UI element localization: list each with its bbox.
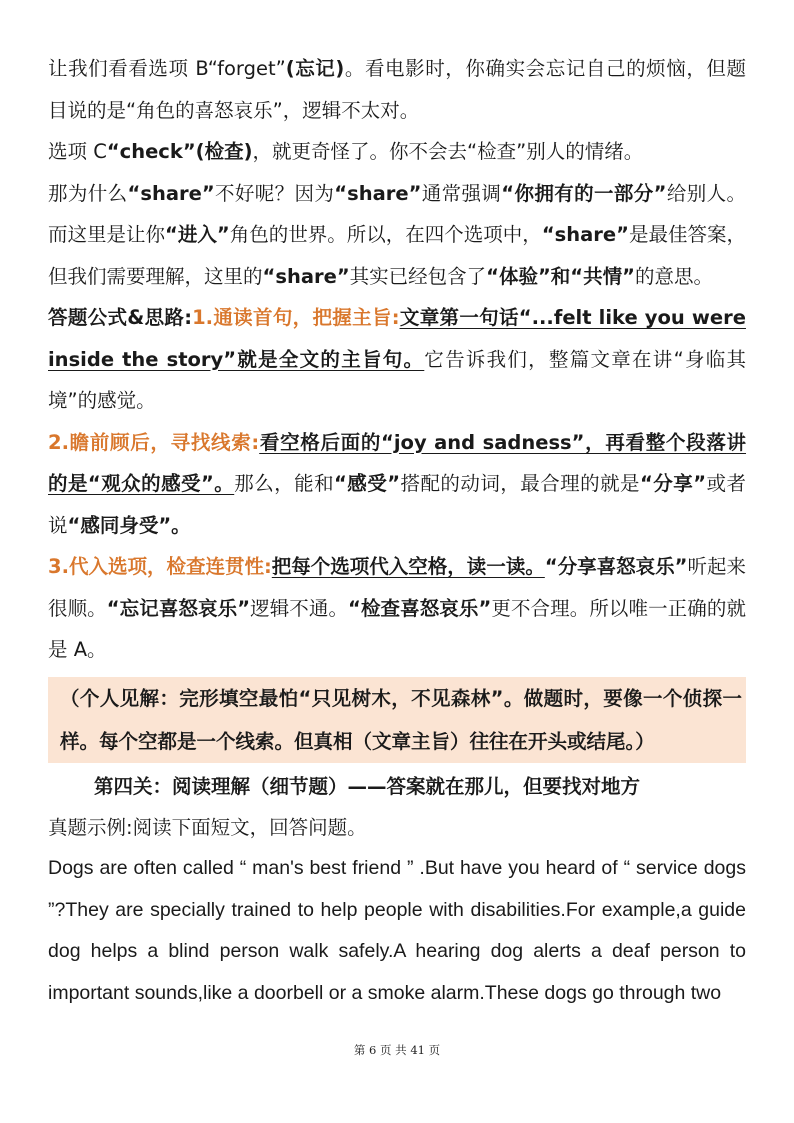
reading-passage: Dogs are often called “ man's best friend ” .But have you heard of “ service dogs ”?They are specially trained to help people with disabilities.For example,a guide dog helps a blind person walk safely.A hearing dog alerts a deaf person to important sounds,like a doorbell or a smoke alarm.These dogs go through two xyxy=(48,857,746,1004)
level-4-heading: 第四关：阅读理解（细节题）——答案就在那儿，但要找对地方 xyxy=(94,774,641,798)
document-page xyxy=(48,48,746,1014)
example-prompt: 真题示例:阅读下面短文，回答问题。 xyxy=(48,815,367,839)
step-3-paragraph: 3.代入选项，检查连贯性:把每个选项代入空格，读一读。“分享喜怒哀乐”听起来很顺。“忘记喜怒哀乐”逻辑不通。“检查喜怒哀乐”更不合理。所以唯一正确的就是 A。 xyxy=(48,555,746,661)
personal-insight-box xyxy=(48,677,746,763)
step-1-label: 1.通读首句，把握主旨: xyxy=(192,306,400,329)
personal-insight-text: （个人见解：完形填空最怕“只见树木，不见森林”。做题时，要像一个侦探一样。每个空都是一个线索。但真相（文章主旨）往往在开头或结尾。） xyxy=(60,686,742,753)
answer-formula-title: 答题公式&思路 xyxy=(48,306,185,329)
step-2-paragraph: 2.瞻前顾后，寻找线索:看空格后面的“joy and sadness”，再看整个段落讲的是“观众的感受”。那么，能和“感受”搭配的动词，最合理的就是“分享”或者说“感同身受”。 xyxy=(48,430,747,537)
step-3-label: 3.代入选项，检查连贯性: xyxy=(48,555,272,578)
option-c-paragraph: 选项 C“check”(检查)，就更奇怪了。你不会去“检查”别人的情绪。 xyxy=(48,140,644,163)
step-1-paragraph: 答题公式&思路:1.通读首句，把握主旨:文章第一句话“...felt like you were inside the story”就是全文的主旨句。它告诉我们，整篇文章在讲“身临其境”的感觉。 xyxy=(48,306,746,412)
page-footer: 第 6 页 共 41 页 xyxy=(353,1043,441,1057)
option-b-paragraph: 让我们看看选项 B“forget”(忘记)。看电影时，你确实会忘记自己的烦恼，但题目说的是“角色的喜怒哀乐”，逻辑不太对。 xyxy=(48,57,747,122)
share-explanation-paragraph: 那为什么“share”不好呢？因为“share”通常强调“你拥有的一部分”给别人。而这里是让你“进入”角色的世界。所以，在四个选项中，“share”是最佳答案，但我们需要理解，这里的“share”其实已经包含了“体验”和“共情”的意思。 xyxy=(48,181,746,288)
step-2-label: 2.瞻前顾后，寻找线索: xyxy=(48,430,260,454)
